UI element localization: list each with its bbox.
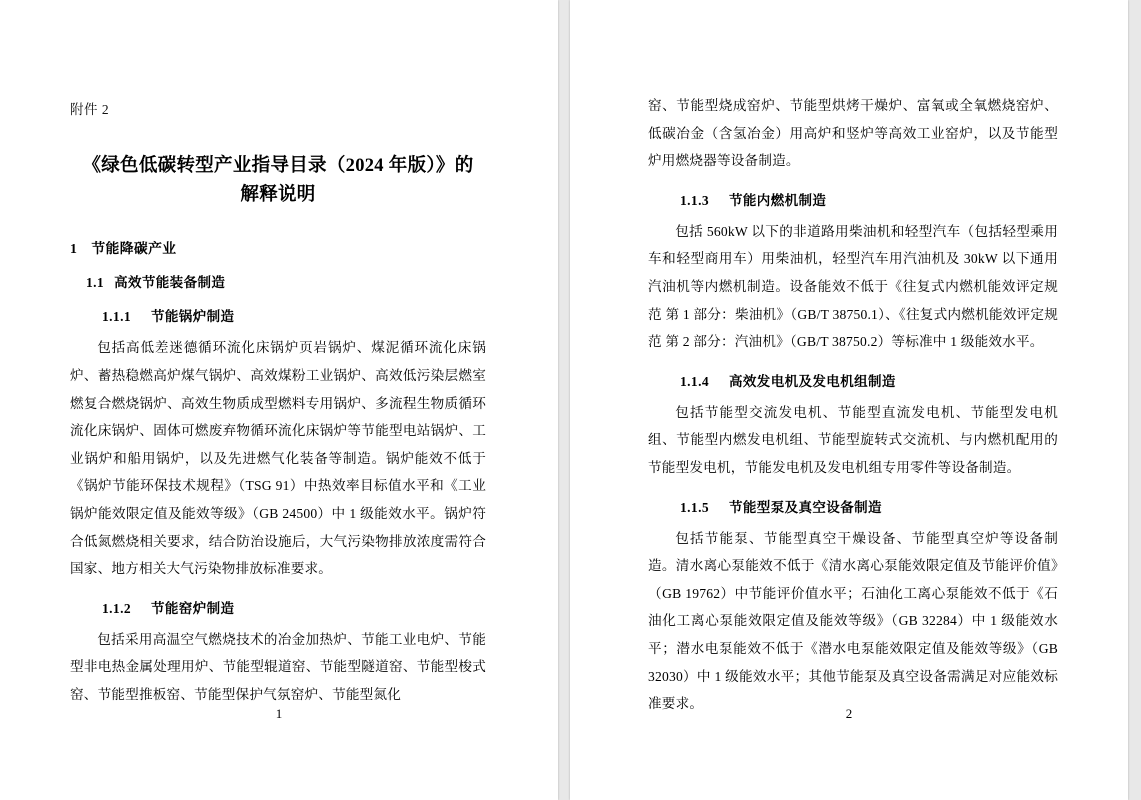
heading-1-1-4-label: 高效发电机及发电机组制造 — [729, 373, 896, 389]
page-2-body — [648, 0, 1058, 800]
paragraph-1-1-4: 包括节能型交流发电机、节能型直流发电机、节能型发电机组、节能型内燃发电机组、节能型旋转式交流机、与内燃机配用的节能型发电机，节能发电机及发电机组专用零件等设备制造。 — [648, 404, 1058, 475]
paragraph-1-1-2-continued: 窑、节能型烧成窑炉、节能型烘烤干燥炉、富氧或全氧燃烧窑炉、低碳冶金（含氢冶金）用高炉和竖炉等高效工业窑炉，以及节能型炉用燃烧器等设备制造。 — [648, 98, 1058, 169]
heading-1-number: 1 — [70, 241, 78, 257]
heading-1-1-label: 高效节能装备制造 — [114, 275, 226, 291]
heading-1-1-5-pump — [680, 496, 1058, 516]
page-title-line-1: 《绿色低碳转型产业指导目录（2024 年版）》的 — [82, 156, 474, 176]
paragraph-1-1-1: 包括高低差迷德循环流化床锅炉页岩锅炉、煤泥循环流化床锅炉、蓄热稳燃高炉煤气锅炉、高效煤粉工业锅炉、高效低污染层燃室燃复合燃烧锅炉、高效生物质成型燃料专用锅炉、多流程生物质循环流化床锅炉、固体可燃废弃物循环流化床锅炉等节能型电站锅炉、工业锅炉和船用锅炉，以及先进燃气化装备等制造。锅炉能效不低于《锅炉节能环保技术规程》（TSG 91）中热效率目标值水平和《工业锅炉能效限定值及能效等级》（GB 24500）中 1 级能效水平。锅炉符合低氮燃烧相关要求，结合防治设施后，大气污染物排放浓度需符合国家、地方相关大气污染物排放标准要求。 — [70, 340, 486, 577]
page-2 — [570, 0, 1128, 800]
heading-1-label: 节能降碳产业 — [91, 241, 177, 257]
heading-1-1-2-number: 1.1.2 — [102, 600, 131, 616]
heading-1-energy-saving — [70, 237, 486, 257]
heading-1-1-2-label: 节能窑炉制造 — [151, 600, 235, 616]
paragraph-1-1-3: 包括 560kW 以下的非道路用柴油机和轻型汽车（包括轻型乘用车和轻型商用车）用柴油机，轻型汽车用汽油机及 30kW 以下通用汽油机等内燃机制造。设备能效不低于《往复式内燃机能效评定规范 第 1 部分：柴油机》（GB/T 38750.1）、《往复式内燃机能效评定规范 第 2 部分：汽油机》（GB/T 38750.2）等标准中 1 级能效水平。 — [648, 223, 1058, 350]
heading-1-1-equipment — [86, 271, 486, 291]
page-title — [70, 152, 486, 209]
heading-1-1-3-engine — [680, 189, 1058, 209]
page-title-line-2: 解释说明 — [240, 184, 316, 205]
heading-1-1-4-number: 1.1.4 — [680, 373, 709, 389]
heading-1-1-number: 1.1 — [86, 275, 105, 291]
heading-1-1-1-number: 1.1.1 — [102, 309, 131, 325]
heading-1-1-3-label: 节能内燃机制造 — [729, 192, 827, 208]
heading-1-1-1-boiler — [102, 305, 486, 325]
heading-1-1-5-label: 节能型泵及真空设备制造 — [729, 499, 882, 515]
page-number-2: 2 — [845, 706, 853, 721]
heading-1-1-2-kiln — [102, 597, 486, 617]
heading-1-1-3-number: 1.1.3 — [680, 192, 709, 208]
attachment-label: 附件 2 — [70, 102, 110, 117]
paragraph-1-1-5: 包括节能泵、节能型真空干燥设备、节能型真空炉等设备制造。清水离心泵能效不低于《清水离心泵能效限定值及节能评价值》（GB 19762）中节能评价值水平；石油化工离心泵能效不低于《石油化工离心泵能效限定值及能效等级》（GB 32284）中 1 级能效水平；潜水电泵能效不低于《潜水电泵能效限定值及能效等级》（GB 32030）中 1 级能效水平；其他节能泵及真空设备需满足对应能效标准要求。 — [648, 530, 1058, 712]
page-number-1: 1 — [275, 706, 283, 721]
heading-1-1-4-generator — [680, 370, 1058, 390]
page-1-body — [70, 0, 486, 800]
heading-1-1-1-label: 节能锅炉制造 — [151, 309, 235, 325]
heading-1-1-5-number: 1.1.5 — [680, 499, 709, 515]
page-1 — [0, 0, 558, 800]
paragraph-1-1-2: 包括采用高温空气燃烧技术的冶金加热炉、节能工业电炉、节能型非电热金属处理用炉、节能型辊道窑、节能型隧道窑、节能型梭式窑、节能型推板窑、节能型保护气氛窑炉、节能型氮化 — [70, 631, 486, 702]
